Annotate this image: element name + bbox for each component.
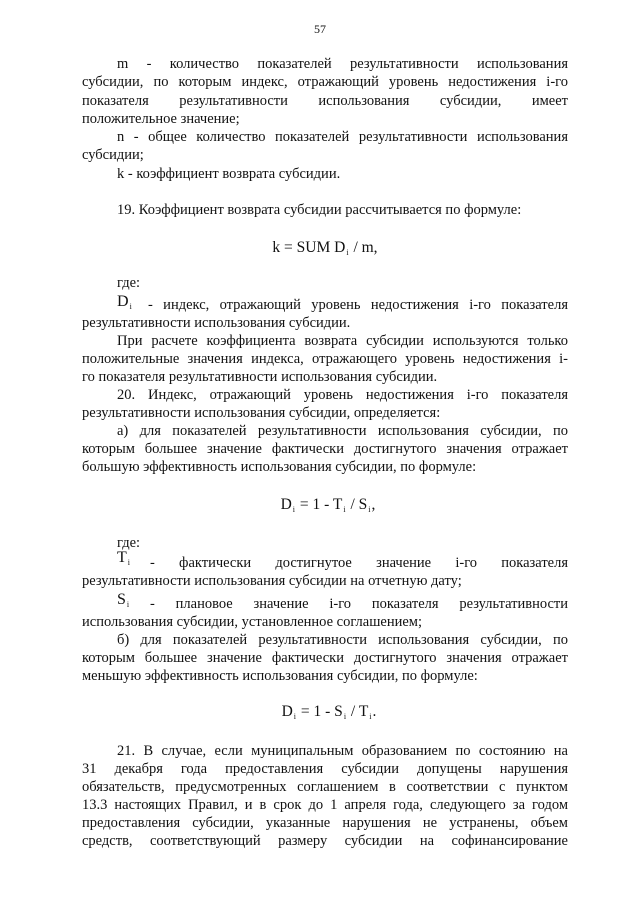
text-line: 31 декабря года предоставления субсидии допущены нарушения	[82, 761, 568, 777]
text-line: субсидии;	[82, 147, 144, 163]
text-line: положительное значение;	[82, 111, 240, 127]
text-line: которым большее значение фактически достигнутого значения отражает	[82, 441, 568, 457]
where-label: где:	[117, 275, 141, 291]
symbol-t: $T_i$	[117, 549, 131, 567]
symbol-s: $S_i$	[117, 591, 130, 609]
formula-k	[5, 239, 640, 257]
text-line: предоставления субсидии, указанные нарушения не устранены, объем	[82, 815, 568, 831]
item-a: а) для показателей результативности использования субсидии, по	[117, 423, 568, 439]
text-line: 13.3 настоящих Правил, и в срок до 1 апреля года, следующего за годом	[82, 797, 568, 813]
text-line: обязательств, предусмотренных соглашением в соответствии с пунктом	[82, 779, 568, 795]
text-line: которым большее значение фактически достигнутого значения отражает	[82, 650, 568, 666]
text-line: использования субсидии, установленное соглашением;	[82, 614, 422, 630]
definition-k: k - коэффициент возврата субсидии.	[117, 166, 341, 182]
paragraph-19: 19. Коэффициент возврата субсидии рассчитывается по формуле:	[117, 202, 522, 218]
where-label: где:	[117, 535, 141, 551]
text-line: результативности использования субсидии.	[82, 315, 351, 331]
formula-k-tail: / m,	[349, 239, 378, 256]
text-line: большую эффективность использования субсидии, по формуле:	[82, 459, 477, 475]
text-line: меньшую эффективность использования субсидии, по формуле:	[82, 668, 478, 684]
definition-s: - плановое значение i-го показателя результативности	[150, 596, 568, 612]
definition-m: m - количество показателей результативности использования	[117, 56, 568, 72]
definition-t: - фактически достигнутое значение i-го показателя	[150, 555, 568, 571]
formula-k-subscript: i	[346, 248, 349, 257]
definition-n: n - общее количество показателей результативности использования	[117, 129, 568, 145]
page-number: 57	[314, 22, 326, 36]
text-line: При расчете коэффициента возврата субсидии используются только	[117, 333, 568, 349]
text-line: показателя результативности использования субсидии, имеет	[82, 93, 568, 109]
definition-d: - индекс, отражающий уровень недостижения i-го показателя	[148, 297, 568, 313]
text-line: субсидии, по которым индекс, отражающий уровень недостижения i-го	[82, 74, 568, 90]
paragraph-20: 20. Индекс, отражающий уровень недостижения i-го показателя	[117, 387, 568, 403]
text-line: го показателя результативности использования субсидии.	[82, 369, 438, 385]
text-line: результативности использования субсидии на отчетную дату;	[82, 573, 462, 589]
formula-k-main: k = SUM D	[272, 239, 346, 256]
text-line: положительные значения индекса, отражающего уровень недостижения i-	[82, 351, 568, 367]
text-line: результативности использования субсидии, определяется:	[82, 405, 441, 421]
symbol-d: $D_i$	[117, 293, 132, 311]
formula-d-a: $D_i = 1 - T_i / S_i$,	[280, 496, 376, 514]
item-b: б) для показателей результативности использования субсидии, по	[117, 632, 568, 648]
formula-d-b: $D_i = 1 - S_i / T_i$.	[281, 703, 377, 721]
paragraph-21: 21. В случае, если муниципальным образованием по состоянию на	[117, 743, 568, 759]
text-line: средств, соответствующий размеру субсидии на софинансирование	[82, 833, 568, 849]
